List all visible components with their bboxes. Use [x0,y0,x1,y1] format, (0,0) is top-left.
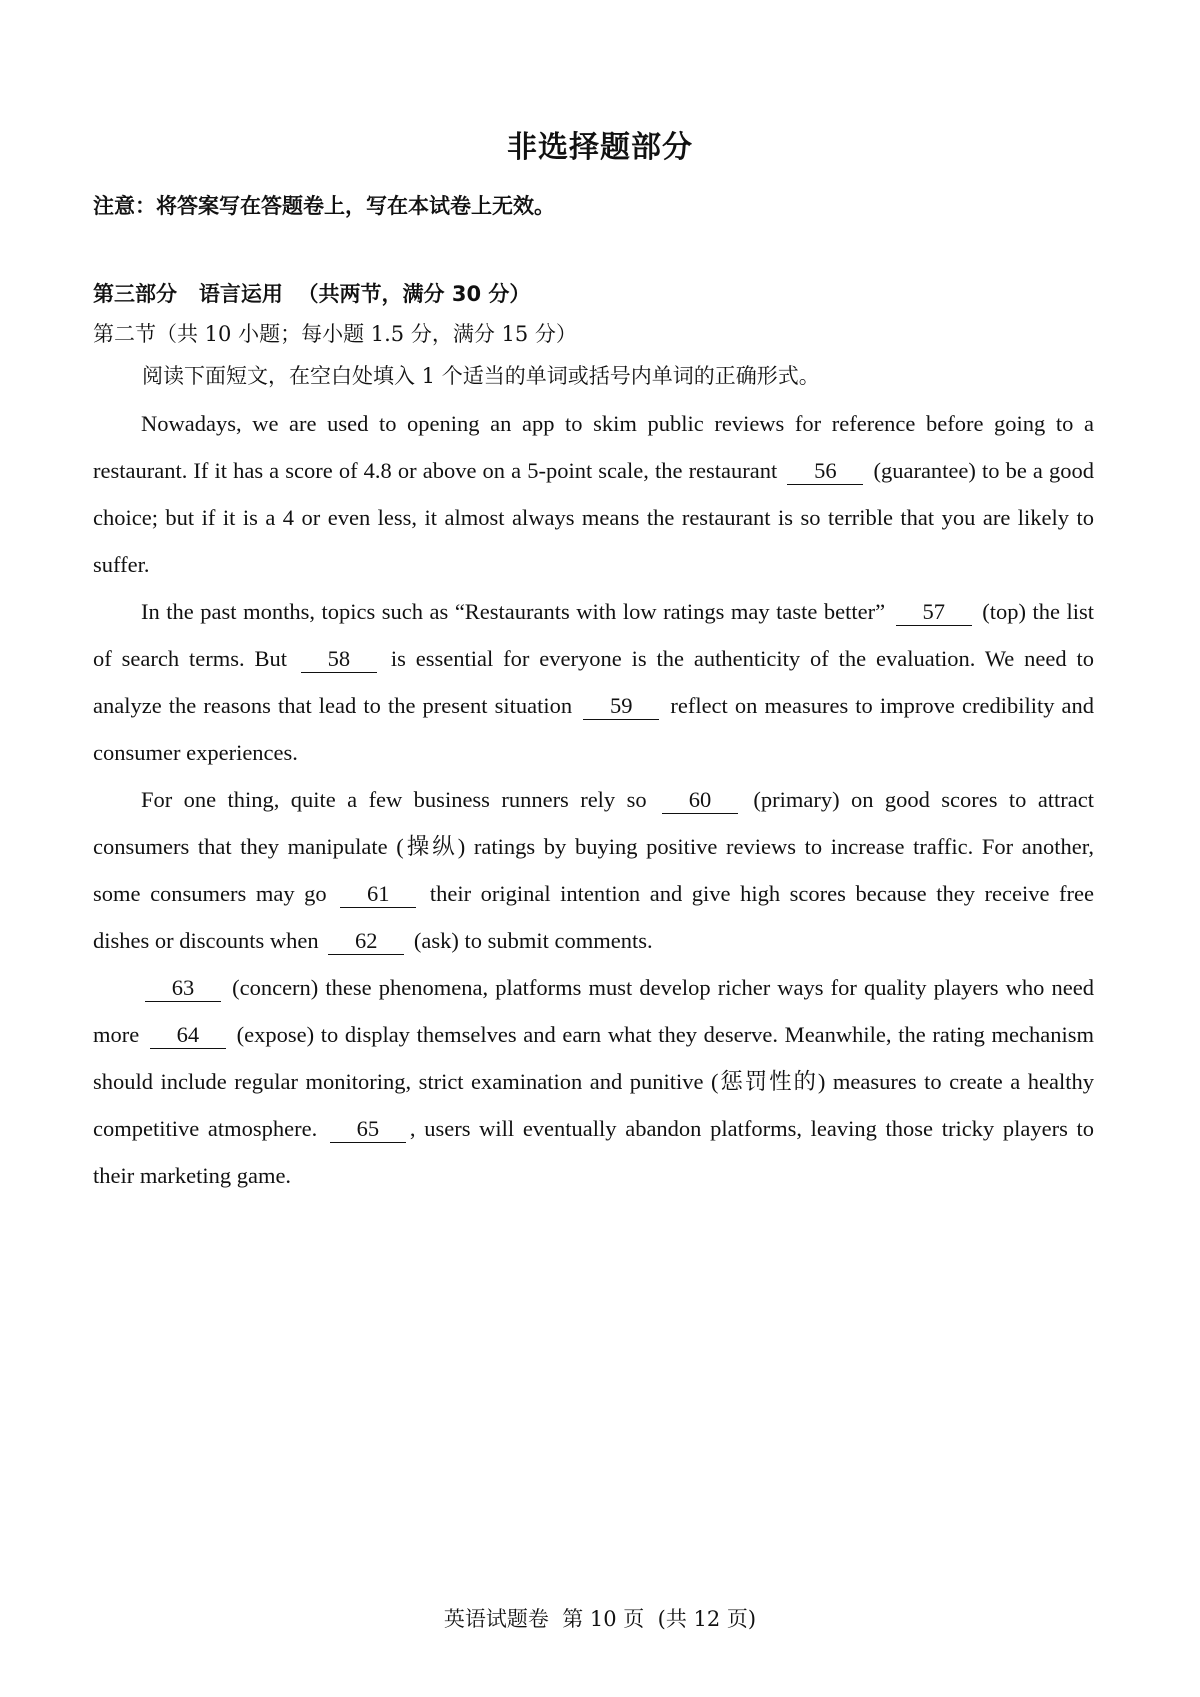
paragraph-text: (primary) on good scores to attract consumers that they manipulate (操纵) ratings by buying positive reviews to increase traffic. For another, some consumers may go [93,787,1095,906]
paragraph-text: Nowadays, we are used to opening an app to skim public reviews for reference before going to a restaurant. If it has a score of 4.8 or above on a 5-point scale, the restaurant [93,411,1094,483]
blank-61: 61 [340,881,416,908]
paragraph-1 [93,400,1094,588]
paragraph-text: (concern) these phenomena, platforms must develop richer ways for quality players who need more [93,975,1094,1047]
blank-62: 62 [328,928,404,955]
paragraph-2 [93,588,1094,776]
blank-59: 59 [583,693,659,720]
instruction-text: 阅读下面短文，在空白处填入 1 个适当的单词或括号内单词的正确形式。 [142,364,820,388]
section-title: 非选择题部分 [507,130,693,165]
paragraph-text: In the past months, topics such as “Restaurants with low ratings may taste better” [141,599,886,624]
paragraph-text: reflect on measures to improve credibility and consumer experiences. [93,693,1095,765]
blank-58: 58 [301,646,377,673]
blank-64: 64 [150,1022,226,1049]
paragraph-4 [93,964,1094,1199]
blank-60: 60 [662,787,738,814]
section-heading: 第二节（共 10 小题；每小题 1.5 分，满分 15 分） [93,322,577,346]
passage [93,400,1094,1199]
paragraph-text: For one thing, quite a few business runners rely so [141,787,647,812]
blank-63: 63 [145,975,221,1002]
page-footer: 英语试题卷 第 10 页 (共 12 页) [443,1607,757,1631]
paragraph-text: (guarantee) to be a good choice; but if it is a 4 or even less, it almost always means the restaurant is so terrible that you are likely to suffer. [93,458,1094,577]
paragraph-text: (ask) to submit comments. [413,928,653,953]
paragraph-text: (top) the list of search terms. But [93,599,1095,671]
paragraph-text: is essential for everyone is the authenticity of the evaluation. We need to analyze the reasons that lead to the present situation [93,646,1095,718]
part-heading: 第三部分 语言运用 （共两节，满分 30 分） [93,282,531,306]
paragraph-text: , users will eventually abandon platforms, leaving those tricky players to their marketing game. [93,1116,1095,1188]
blank-65: 65 [330,1116,406,1143]
blank-57: 57 [896,599,972,626]
paragraph-text: (expose) to display themselves and earn what they deserve. Meanwhile, the rating mechanism should include regular monitoring, strict examination and punitive (惩罚性的) measures to create a healthy competitive atmosphere. [93,1022,1095,1141]
blank-56: 56 [787,458,863,485]
notice-text: 注意：将答案写在答题卷上，写在本试卷上无效。 [93,194,555,218]
paragraph-3 [93,776,1094,964]
paragraph-text: their original intention and give high scores because they receive free dishes or discounts when [93,881,1095,953]
